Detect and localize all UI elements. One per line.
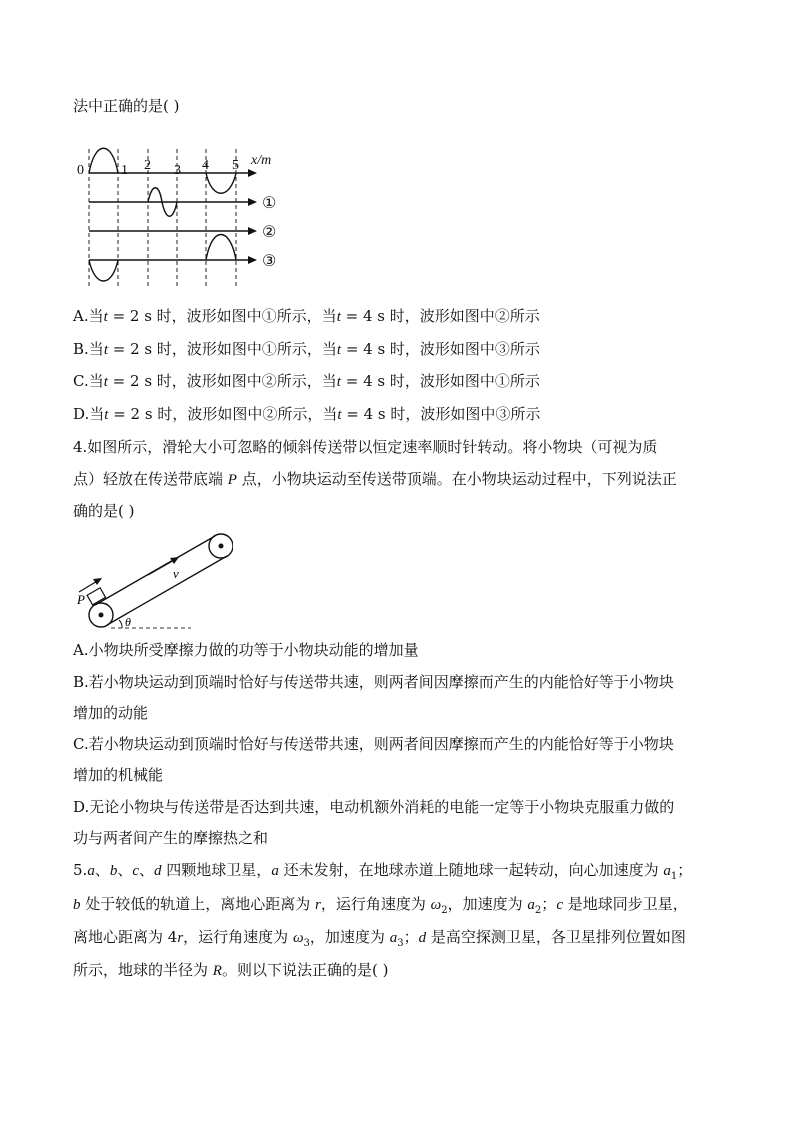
q4-option-d-line2: 功与两者间产生的摩擦热之和 xyxy=(73,829,269,847)
tick-3: 3 xyxy=(174,163,181,178)
q4-option-c-line2: 增加的机械能 xyxy=(73,766,164,784)
q5-stem-line4: 所示，地球的半径为 R。则以下说法正确的是( ) xyxy=(73,961,389,979)
option-d: D.当t = 2 s 时，波形如图中②所示，当t = 4 s 时，波形如图中③所示 xyxy=(73,405,541,423)
tick-5: 5 xyxy=(232,158,239,173)
q5-stem-line2: b 处于较低的轨道上，离地心距离为 r，运行角速度为 $\omega_2$，加速度为 $a_2$；c 是地球同步卫星， xyxy=(73,895,688,916)
q5-stem-line1: 5.a、b、c、d 四颗地球卫星，a 还未发射，在地球赤道上随地球一起转动，向心加速度为 $a_1$； xyxy=(73,861,693,882)
option-a: A.当t = 2 s 时，波形如图中①所示，当t = 4 s 时，波形如图中②所示 xyxy=(73,307,540,325)
row-label-2: ② xyxy=(262,224,277,241)
tick-4: 4 xyxy=(202,158,209,173)
q4-stem-line2: 点）轻放在传送带底端 P 点，小物块运动至传送带顶端。在小物块运动过程中，下列说法正 xyxy=(73,470,677,488)
q4-option-b-line1: B.若小物块运动到顶端时恰好与传送带共速，则两者间因摩擦而产生的内能恰好等于小物块 xyxy=(73,673,674,691)
label-p: P xyxy=(77,592,85,607)
option-b: B.当t = 2 s 时，波形如图中①所示，当t = 4 s 时，波形如图中③所示 xyxy=(73,340,540,358)
label-theta: θ xyxy=(125,615,131,629)
tick-0: 0 xyxy=(77,163,84,178)
question-stem-fragment: 法中正确的是( ) xyxy=(73,97,180,115)
q4-option-d-line1: D.无论小物块与传送带是否达到共速，电动机额外消耗的电能一定等于小物块克服重力做的 xyxy=(73,798,675,816)
conveyor-diagram xyxy=(73,528,233,634)
q4-option-a: A.小物块所受摩擦力做的功等于小物块动能的增加量 xyxy=(73,641,419,659)
q5-stem-line3: 离地心距离为 4r，运行角速度为 $\omega_3$，加速度为 $a_3$；d 是高空探测卫星，各卫星排列位置如图 xyxy=(73,928,686,949)
row-label-1: ① xyxy=(262,195,277,212)
tick-1: 1 xyxy=(121,163,128,178)
row-label-3: ③ xyxy=(262,253,277,270)
q4-option-c-line1: C.若小物块运动到顶端时恰好与传送带共速，则两者间因摩擦而产生的内能恰好等于小物块 xyxy=(73,735,674,753)
q4-option-b-line2: 增加的动能 xyxy=(73,704,149,722)
tick-2: 2 xyxy=(144,158,151,173)
axis-label: x/m xyxy=(251,153,272,168)
q4-stem-line1: 4.如图所示，滑轮大小可忽略的倾斜传送带以恒定速率顺时针转动。将小物块（可视为质 xyxy=(73,438,658,456)
q4-stem-line3: 确的是( ) xyxy=(73,502,135,520)
label-v: v xyxy=(173,566,179,581)
wave-diagram xyxy=(73,136,288,294)
option-c: C.当t = 2 s 时，波形如图中②所示，当t = 4 s 时，波形如图中①所示 xyxy=(73,372,540,390)
